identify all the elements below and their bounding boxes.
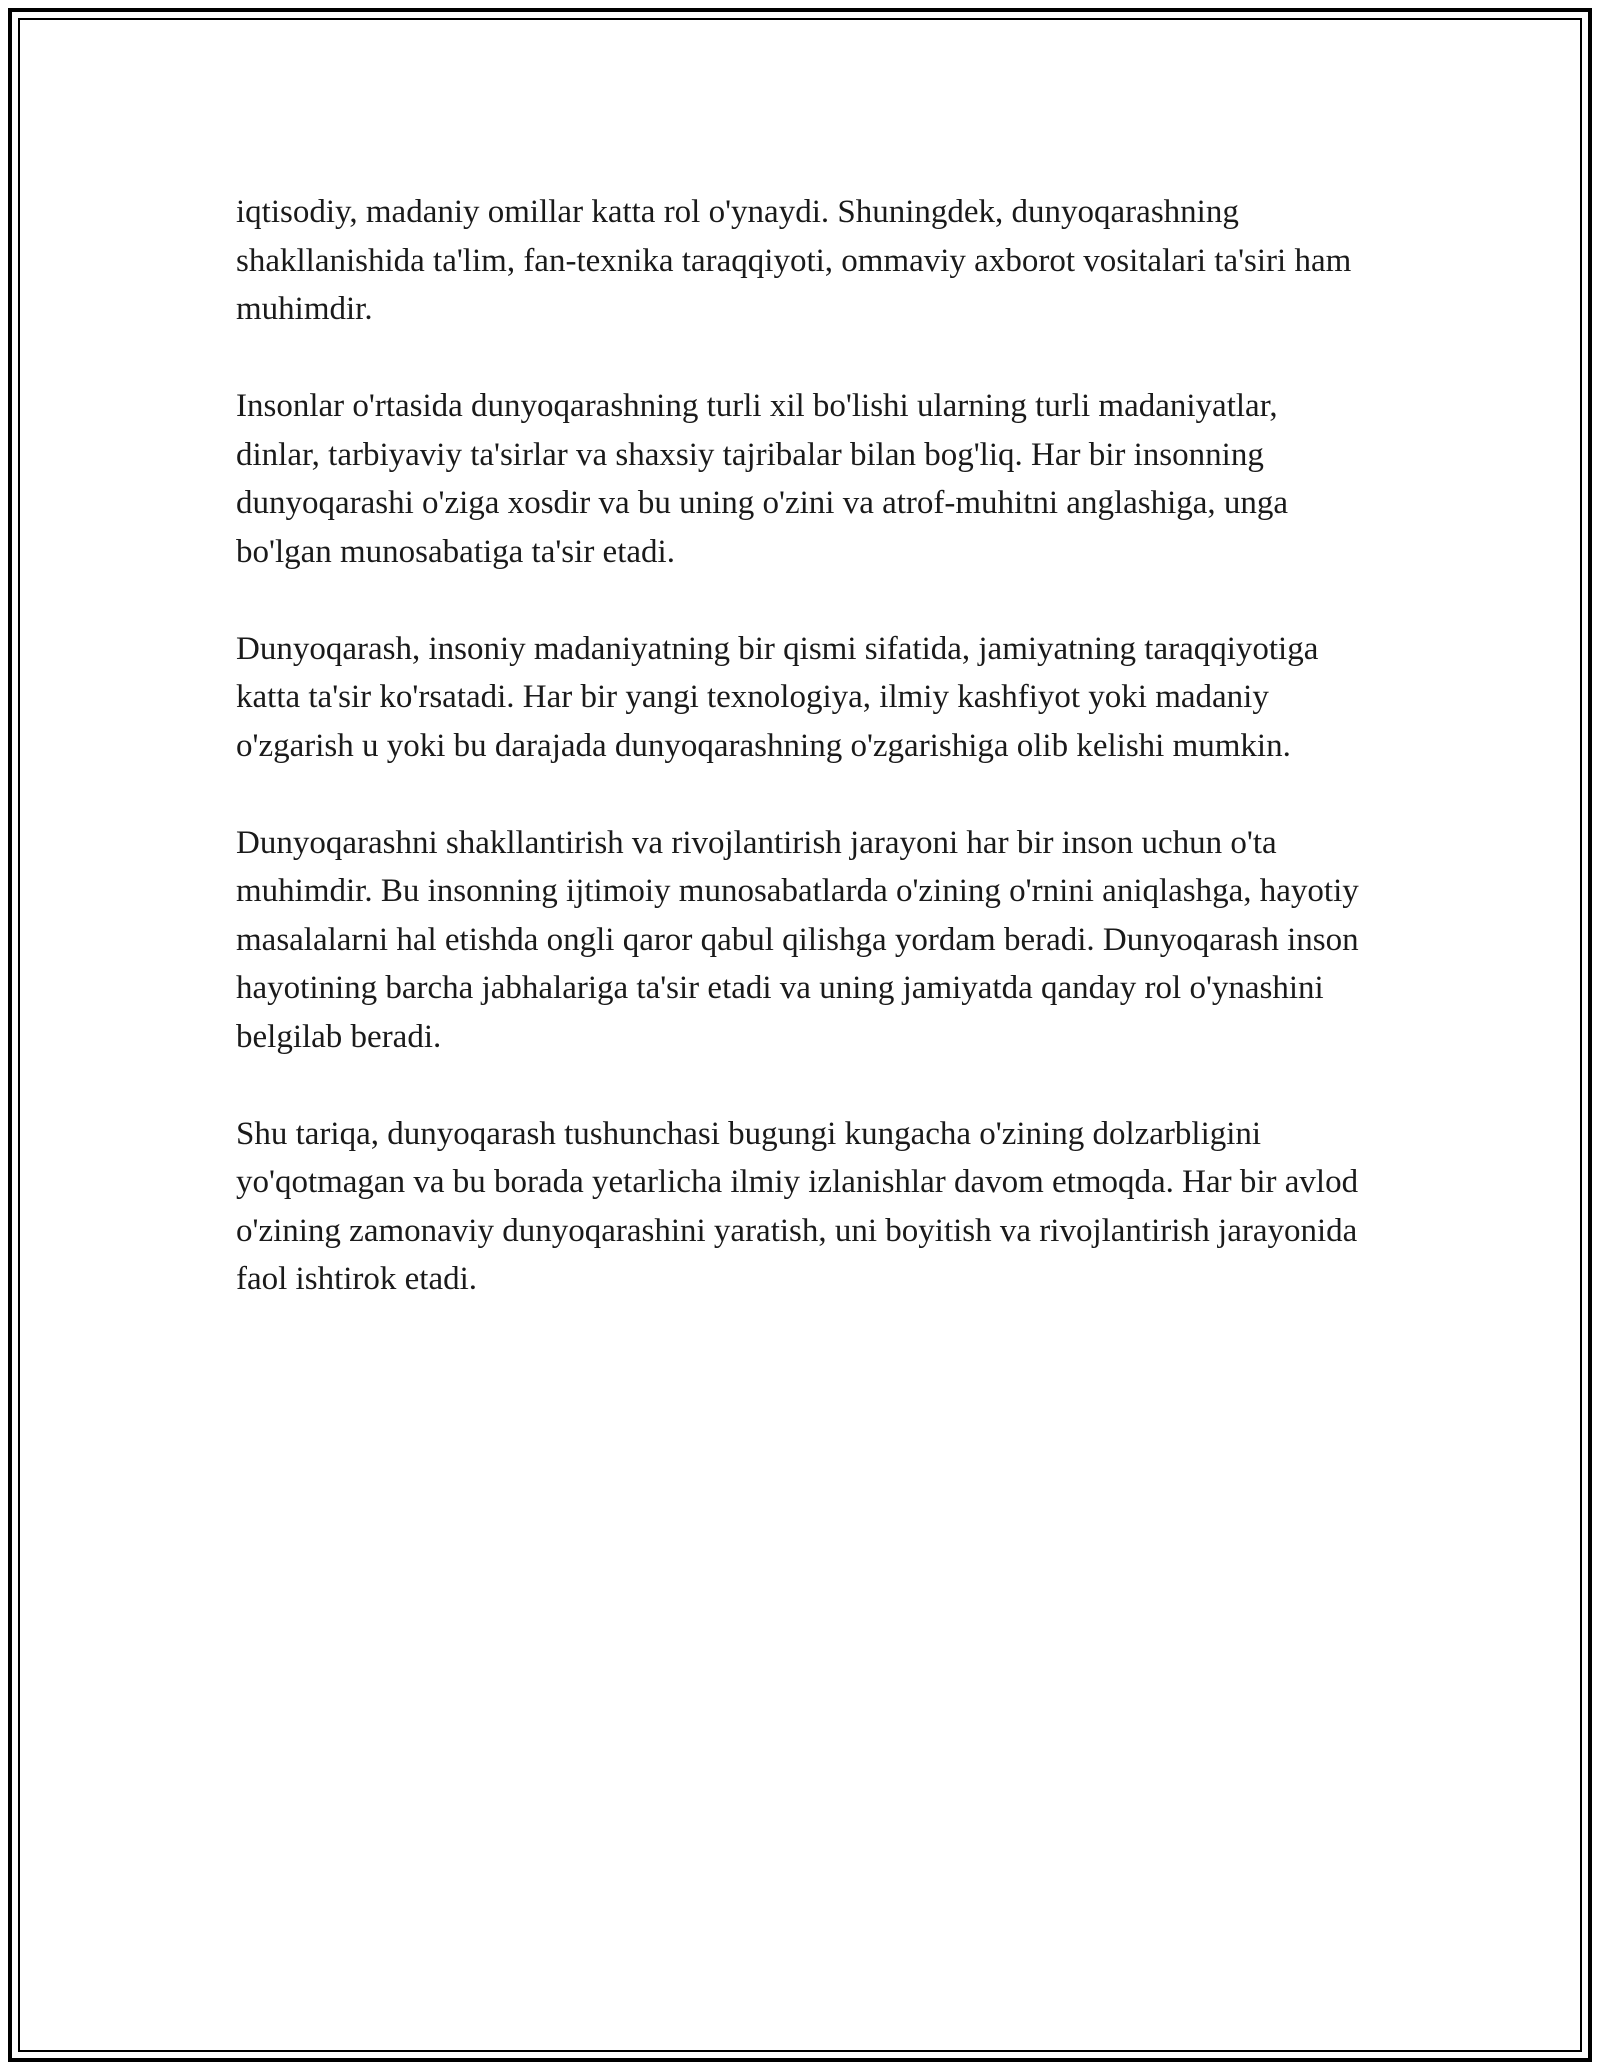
paragraph-4: Dunyoqarashni shakllantirish va rivojlantirish jarayoni har bir inson uchun o'ta muhimdir. Bu insonning ijtimoiy munosabatlarda o'zining o'rnini aniqlashga, hayotiy masalalarni hal etishda ongli qaror qabul qilishga yordam beradi. Dunyoqarash inson hayotining barcha jabhalariga ta'sir etadi va uning jamiyatda qanday rol o'ynashini belgilab beradi.: [236, 824, 1359, 1055]
paragraph-1: iqtisodiy, madaniy omillar katta rol o'ynaydi. Shuningdek, dunyoqarashning shakllanishida ta'lim, fan-texnika taraqqiyoti, ommaviy axborot vositalari ta'siri ham muhimdir.: [236, 194, 1352, 327]
paragraph-3: Dunyoqarash, insoniy madaniyatning bir qismi sifatida, jamiyatning taraqqiyotiga katta ta'sir ko'rsatadi. Har bir yangi texnologiya, ilmiy kashfiyot yoki madaniy o'zgarish u yoki bu darajada dunyoqarashning o'zgarishiga olib kelishi mumkin.: [236, 630, 1319, 764]
paragraph-5: Shu tariqa, dunyoqarash tushunchasi bugungi kungacha o'zining dolzarbligini yo'qotmagan va bu borada yetarlicha ilmiy izlanishlar davom etmoqda. Har bir avlod o'zining zamonaviy dunyoqarashini yaratish, uni boyitish va rivojlantirish jarayonida faol ishtirok etadi.: [236, 1115, 1359, 1297]
paragraph-2: Insonlar o'rtasida dunyoqarashning turli xil bo'lishi ularning turli madaniyatlar, dinlar, tarbiyaviy ta'sirlar va shaxsiy tajribalar bilan bog'liq. Har bir insonning dunyoqarashi o'ziga xosdir va bu uning o'zini va atrof-muhitni anglashiga, unga bo'lgan munosabatiga ta'sir etadi.: [236, 388, 1289, 570]
document-body: [236, 188, 1366, 1352]
